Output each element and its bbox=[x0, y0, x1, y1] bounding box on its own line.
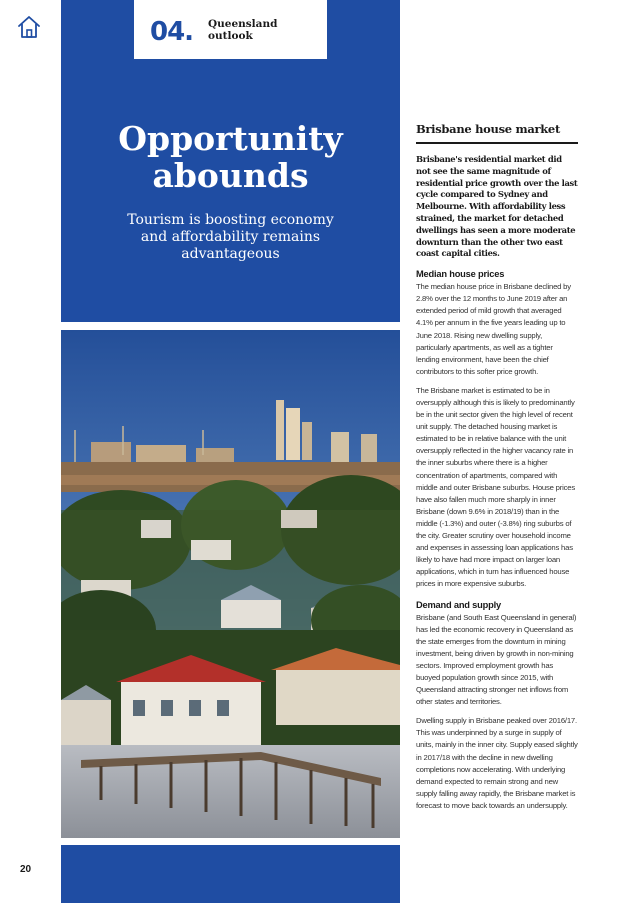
paragraph: The Brisbane market is estimated to be in oversupply although this is likely to predominantly be in the unit sector given the high level of recent unit supply. The detached housing market is estimated to be in relative balance with the unit oversupply reflected in the higher vacancy rate in the inner suburbs where there is a higher concentration of apartments, compared with middle and outer Brisbane suburbs. House prices have also fallen much more sharply in inner Brisbane (down 9.6% in 2018/19) than in the middle (-1.3%) and outer (-3.8%) ring suburbs of the city. Greater scrutiny over household income and expenses in assessing loan applications has likely to have had more impact on larger loan applications, which in turn has influenced house prices in more expensive suburbs. bbox=[416, 385, 575, 589]
article-title: Brisbane house market bbox=[416, 122, 578, 144]
section-tab bbox=[134, 0, 327, 59]
paragraph: Dwelling supply in Brisbane peaked over 2016/17. This was underpinned by a surge in supply of units, mainly in the inner city. Supply eased slightly in 2017/18 with the decline in new dwelling completions now accelerating. With underlying demand expected to remain strong and new supply falling away rapidly, the Brisbane market is forecast to move back towards an undersupply. bbox=[416, 716, 578, 810]
paragraph: The median house price in Brisbane declined by 2.8% over the 12 months to June 2019 after an extended period of mild growth that averaged 4.1% per annum in the five years leading up to June 2018. Rising new dwelling supply, particularly apartments, as well as a tighter lending environment, have been the chief contributors to this softer price growth. bbox=[416, 282, 571, 376]
home-icon[interactable] bbox=[16, 14, 42, 40]
section-number: 04. bbox=[150, 17, 194, 47]
footer-panel bbox=[61, 845, 400, 903]
section-label: Queensland outlook bbox=[208, 18, 278, 42]
section-heading-median-prices: Median house prices bbox=[416, 269, 505, 280]
article-intro: Brisbane's residential market did not see the same magnitude of residential price growth over the last cycle compared to Sydney and Melbourne. With affordability less strained, the market for detached dwellings has seen a more moderate downturn than the other two east coast capital cities. bbox=[416, 154, 578, 259]
page-number: 20 bbox=[20, 864, 32, 875]
paragraph: Brisbane (and South East Queensland in general) has led the economic recovery in Queensland as the state emerges from the downturn in mining investment, being driven by growth in non-mining sectors. Improved employment growth has buoyed population growth since 2015, with Queensland attracting stronger net inflows from other states and territories. bbox=[416, 612, 577, 707]
article-column bbox=[416, 122, 578, 812]
page-headline: Opportunity abounds bbox=[118, 119, 343, 195]
brisbane-cityscape-photo bbox=[61, 330, 400, 838]
section-heading-demand-supply: Demand and supply bbox=[416, 599, 501, 610]
page-subheadline: Tourism is boosting economy and affordability remains advantageous bbox=[127, 212, 334, 262]
